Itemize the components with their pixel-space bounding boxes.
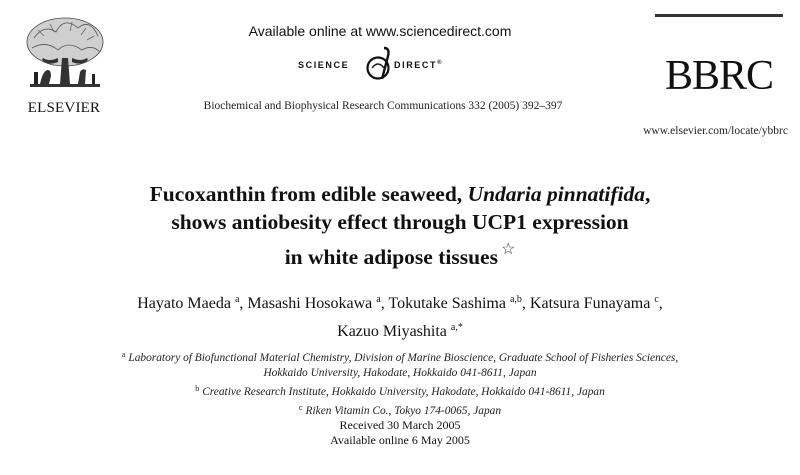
journal-block (655, 12, 783, 116)
article-title (90, 180, 710, 271)
available-online-text: Available online at www.sciencedirect.com (248, 23, 512, 39)
affiliation-item (60, 400, 740, 419)
title-line-1 (90, 180, 710, 208)
sd-right-text: DIRECT (394, 60, 438, 70)
affiliation-item (60, 381, 740, 400)
article-dates (250, 418, 550, 448)
sd-reg-mark: ® (437, 60, 444, 66)
title-line-1-post: , (644, 182, 651, 206)
affiliation-sup: c (298, 403, 303, 412)
author-sep: , (521, 295, 530, 312)
author-line-2 (40, 316, 760, 344)
author-sup: a (376, 294, 381, 305)
sd-right-word (394, 60, 443, 70)
affiliation-text: Riken Vitamin Co., Tokyo 174-0065, Japan (305, 405, 502, 417)
author-list (40, 288, 760, 344)
author-sep: , (239, 295, 248, 312)
affiliation-continuation: Hokkaido University, Hakodate, Hokkaido 041-8611, Japan (263, 367, 537, 379)
received-date: Received 30 March 2005 (339, 418, 461, 432)
author-sup: a (234, 294, 240, 305)
author-name: Tokutake Sashima (388, 295, 506, 312)
journal-url[interactable]: www.elsevier.com/locate/ybbrc (643, 125, 788, 137)
affiliation-sup: a (121, 350, 126, 359)
author-sup: a,* (450, 322, 463, 333)
affiliation-sup: b (195, 384, 200, 393)
title-line-2: shows antiobesity effect through UCP1 expression (171, 210, 629, 234)
publisher-name: ELSEVIER (27, 100, 101, 116)
affiliation-list (60, 347, 740, 419)
author-name: Kazuo Miyashita (337, 323, 447, 340)
author-sup: c (654, 294, 659, 305)
journal-rule (655, 14, 783, 17)
author-name: Hayato Maeda (137, 295, 231, 312)
author-sep: , (380, 295, 389, 312)
title-line-3 (90, 236, 710, 271)
title-footnote-star-icon[interactable]: ☆ (500, 241, 516, 258)
title-species-name: Undaria pinnatifida (467, 182, 645, 206)
title-line-1-pre: Fucoxanthin from edible seaweed, (149, 182, 468, 206)
tree-logo-icon (22, 12, 108, 98)
sciencedirect-d-mark-icon (364, 46, 394, 82)
publisher-logo (22, 12, 108, 116)
affiliation-text: Laboratory of Biofunctional Material Chemistry, Division of Marine Bioscience, Graduate School of Fisheries Sciences, (128, 352, 679, 364)
affiliation-text: Creative Research Institute, Hokkaido University, Hakodate, Hokkaido 041-8611, Japan (202, 386, 605, 398)
author-sep: , (658, 295, 663, 312)
author-sup: a,b (509, 294, 522, 305)
affiliation-item (60, 347, 740, 366)
journal-citation: Biochemical and Biophysical Research Communications 332 (2005) 392–397 (203, 100, 563, 112)
online-date: Available online 6 May 2005 (330, 433, 470, 447)
author-name: Katsura Funayama (529, 295, 651, 312)
author-name: Masashi Hosokawa (247, 295, 373, 312)
sd-left-word: SCIENCE (298, 60, 350, 70)
title-line-3-text: in white adipose tissues (284, 245, 498, 269)
author-line-1 (40, 288, 760, 316)
journal-abbrev: BBRC (664, 53, 774, 99)
sciencedirect-brand (292, 46, 467, 86)
